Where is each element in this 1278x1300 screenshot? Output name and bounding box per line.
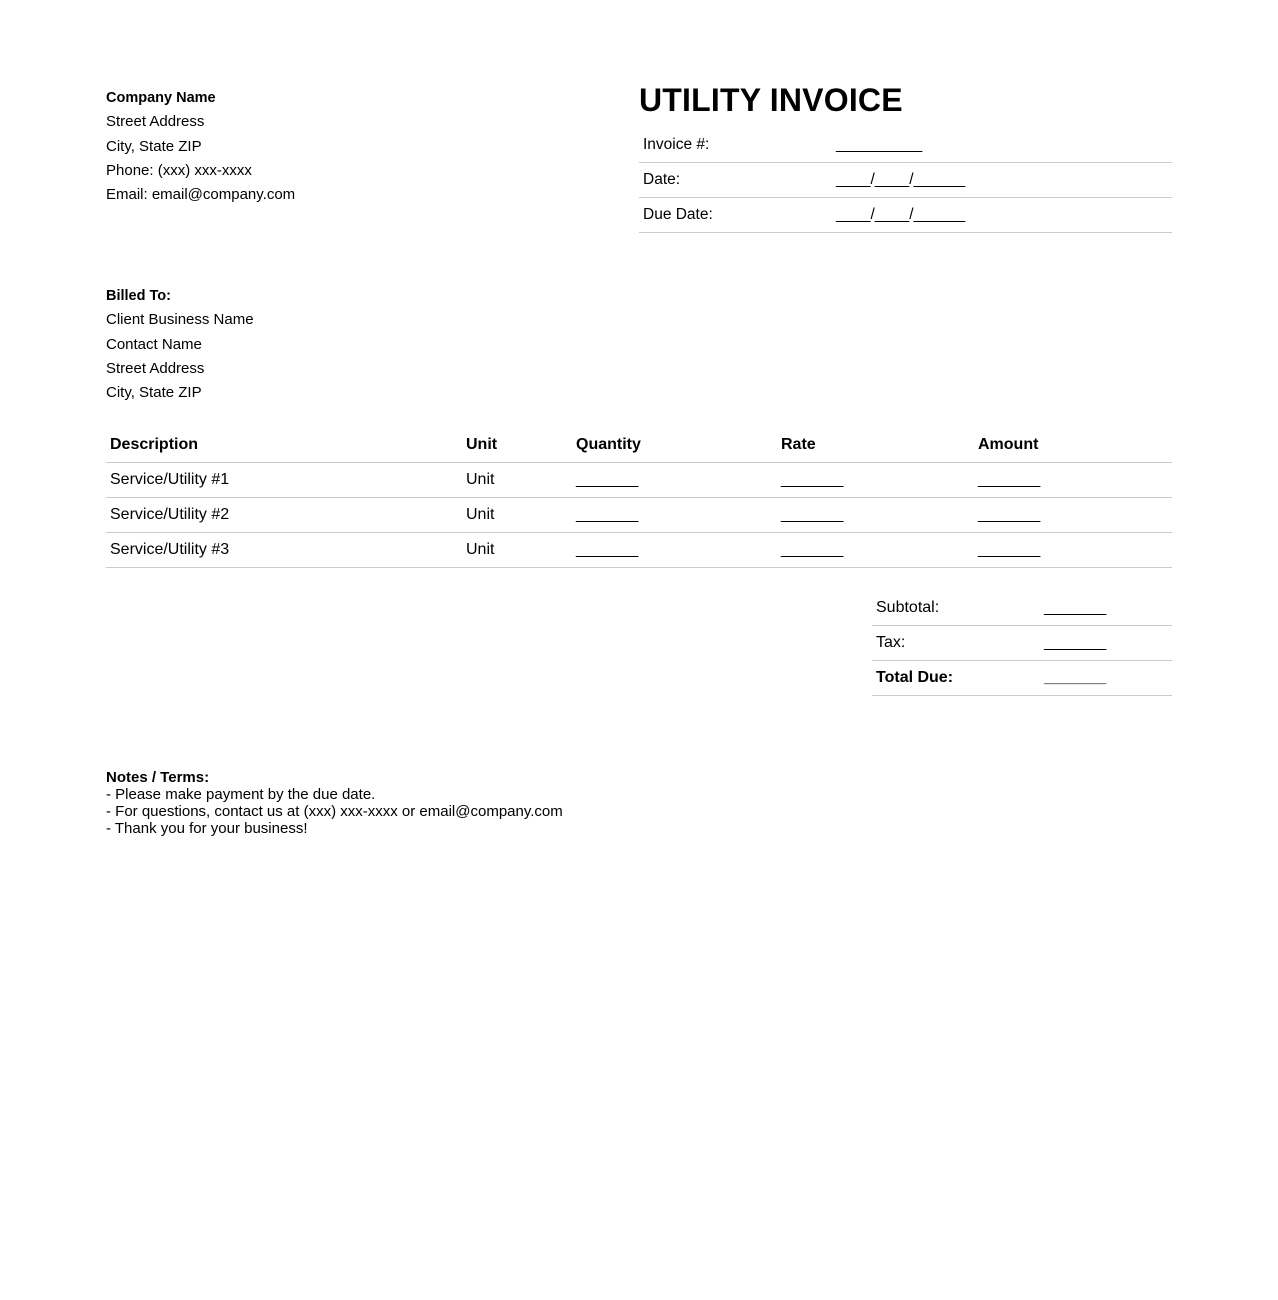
item-description: Service/Utility #1 — [106, 463, 462, 498]
due-date-field[interactable]: ____/____/______ — [832, 198, 1172, 233]
due-date-label: Due Date: — [639, 198, 832, 233]
invoice-date-row — [639, 163, 1172, 198]
notes-terms — [106, 769, 563, 837]
tax-row — [872, 626, 1172, 661]
billed-to-heading: Billed To: — [106, 288, 171, 304]
billed-to — [106, 284, 254, 405]
item-unit: Unit — [462, 498, 572, 533]
client-city: City, State ZIP — [106, 384, 202, 402]
item-rate[interactable]: _______ — [777, 533, 974, 568]
header-unit: Unit — [462, 427, 572, 463]
notes-line: - Thank you for your business! — [106, 820, 308, 837]
client-street: Street Address — [106, 359, 205, 377]
item-description: Service/Utility #2 — [106, 498, 462, 533]
item-quantity[interactable]: _______ — [572, 533, 777, 568]
notes-heading: Notes / Terms: — [106, 769, 210, 786]
invoice-meta-table — [639, 128, 1172, 233]
table-row — [106, 498, 1172, 533]
tax-label: Tax: — [872, 626, 1040, 661]
table-row — [106, 463, 1172, 498]
item-amount[interactable]: _______ — [974, 533, 1172, 568]
item-rate[interactable]: _______ — [777, 463, 974, 498]
company-email: Email: email@company.com — [106, 186, 296, 204]
item-rate[interactable]: _______ — [777, 498, 974, 533]
invoice-date-field[interactable]: ____/____/______ — [832, 163, 1172, 198]
item-amount[interactable]: _______ — [974, 463, 1172, 498]
company-phone: Phone: (xxx) xxx-xxxx — [106, 161, 252, 179]
notes-line: - Please make payment by the due date. — [106, 786, 376, 803]
invoice-date-label: Date: — [639, 163, 832, 198]
invoice-number-field[interactable]: __________ — [832, 128, 1172, 163]
total-due-row — [872, 661, 1172, 696]
company-street: Street Address — [106, 113, 205, 131]
invoice-number-label: Invoice #: — [639, 128, 832, 163]
header-description: Description — [106, 427, 462, 463]
due-date-row — [639, 198, 1172, 233]
total-due-label: Total Due: — [872, 661, 1040, 696]
total-due-field[interactable]: _______ — [1040, 661, 1172, 696]
table-header-row — [106, 427, 1172, 463]
item-amount[interactable]: _______ — [974, 498, 1172, 533]
item-quantity[interactable]: _______ — [572, 463, 777, 498]
subtotal-row — [872, 591, 1172, 626]
item-unit: Unit — [462, 463, 572, 498]
notes-line: - For questions, contact us at (xxx) xxx-xxxx or email@company.com — [106, 803, 563, 820]
item-description: Service/Utility #3 — [106, 533, 462, 568]
header-rate: Rate — [777, 427, 974, 463]
totals-table — [872, 591, 1172, 696]
invoice-number-row — [639, 128, 1172, 163]
subtotal-label: Subtotal: — [872, 591, 1040, 626]
table-row — [106, 533, 1172, 568]
client-business-name: Client Business Name — [106, 311, 254, 329]
subtotal-field[interactable]: _______ — [1040, 591, 1172, 626]
company-city: City, State ZIP — [106, 137, 202, 155]
item-quantity[interactable]: _______ — [572, 498, 777, 533]
company-info — [106, 86, 295, 207]
line-items-table — [106, 427, 1172, 568]
item-unit: Unit — [462, 533, 572, 568]
company-name: Company Name — [106, 90, 216, 106]
tax-field[interactable]: _______ — [1040, 626, 1172, 661]
header-quantity: Quantity — [572, 427, 777, 463]
header-amount: Amount — [974, 427, 1172, 463]
client-contact-name: Contact Name — [106, 335, 202, 353]
invoice-title: UTILITY INVOICE — [639, 82, 903, 118]
